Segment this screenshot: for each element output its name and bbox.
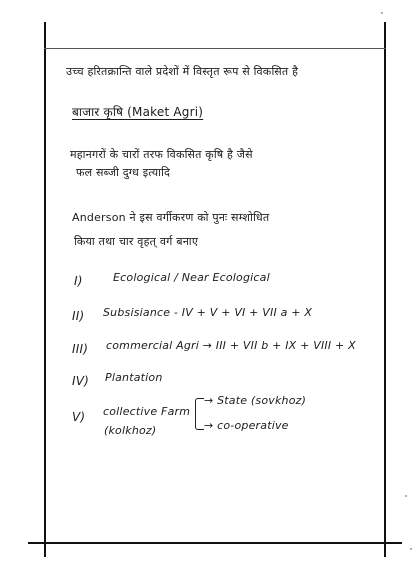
branch-state: → State (sovkhoz) [204, 394, 307, 407]
scan-speck [410, 548, 412, 550]
right-margin-line [384, 22, 386, 557]
item-number: V) [72, 410, 86, 424]
text-line-4: फल सब्जी दुग्ध इत्यादि [76, 166, 171, 179]
collective-subtext: (kolkhoz) [104, 424, 157, 437]
list-item-text: collective Farm [103, 405, 191, 418]
item-number: II) [72, 309, 85, 323]
list-item-text: commercial Agri → III + VII b + IX + VIII + X [106, 339, 356, 352]
section-heading: बाजार कृषि (Maket Agri) [72, 105, 204, 119]
list-item-text: Plantation [105, 371, 163, 384]
item-number: I) [74, 274, 83, 288]
branch-brace [195, 398, 204, 430]
top-rule [44, 48, 386, 49]
text-line-6: किया तथा चार वृहत् वर्ग बनाए [74, 235, 199, 248]
branch-cooperative: → co-operative [204, 419, 289, 432]
left-margin-line [44, 22, 46, 557]
text-line-1: उच्च हरितक्रान्ति वाले प्रदेशों में विस्तृत रूप से विकसित है [66, 65, 299, 78]
item-number: IV) [72, 374, 90, 388]
scan-speck [405, 495, 407, 497]
text-line-3: महानगरों के चारों तरफ विकसित कृषि है जैसे [70, 148, 253, 161]
text-line-5: Anderson ने इस वर्गीकरण को पुनः सम्शोधित [72, 211, 270, 224]
list-item-text: Subsisiance - IV + V + VI + VII a + X [103, 306, 313, 319]
scan-speck [381, 12, 383, 14]
list-item-text: Ecological / Near Ecological [113, 271, 270, 284]
bottom-rule [28, 542, 402, 544]
item-number: III) [72, 342, 89, 356]
